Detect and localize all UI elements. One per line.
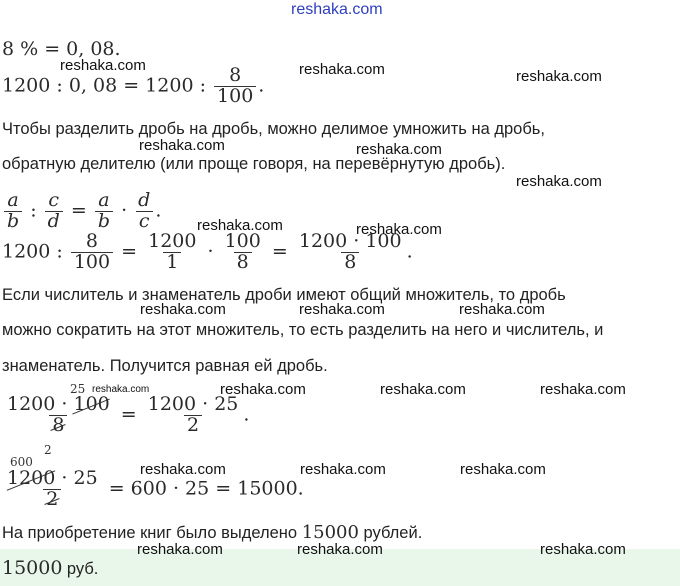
equation-percent: 8 % = 0, 08. [2, 38, 121, 60]
watermark: reshaka.com [60, 57, 146, 74]
rule-c: c [48, 189, 60, 211]
frac3-num: 100 [224, 230, 261, 252]
watermark-top: reshaka.com [291, 1, 383, 18]
red2-num-crossed: 1200 [7, 467, 56, 489]
rule-a-2: a [98, 189, 110, 211]
paragraph-rule-line-1: Чтобы разделить дробь на дробь, можно делимое умножить на дробь, [2, 120, 545, 138]
watermark: reshaka.com [356, 221, 442, 238]
frac1-num: 8 [85, 230, 99, 252]
red2-num-b: · 25 [61, 467, 98, 489]
paragraph-result [2, 522, 422, 543]
answer-unit: руб. [66, 560, 99, 578]
red1-rhs-num: 1200 · 25 [147, 393, 239, 415]
equation-fraction-rule: $\frac{a}{b}$ : $\frac{c}{d}$ = $\frac{a}{b}$ · $\frac{d}{c}$ . [2, 191, 161, 232]
watermark: reshaka.com [300, 461, 386, 478]
result-number: 15000 [301, 522, 359, 543]
watermark: reshaka.com [137, 541, 223, 558]
watermark: reshaka.com [220, 381, 306, 398]
paragraph-reduce-line-1: Если числитель и знаменатель дроби имеют общий множитель, то дробь [2, 286, 566, 304]
watermark: reshaka.com [197, 217, 283, 234]
frac2-num: 1200 [148, 230, 197, 252]
reduction-2-small-top: 600 [10, 455, 33, 469]
watermark: reshaka.com [516, 68, 602, 85]
watermark: reshaka.com [460, 461, 546, 478]
frac4-den: 8 [341, 252, 359, 273]
rule-d-2: d [138, 189, 151, 211]
answer [2, 557, 98, 579]
rule-b-2: b [95, 211, 113, 232]
frac2-den: 1 [163, 252, 181, 273]
watermark: reshaka.com [140, 461, 226, 478]
equation-division-lhs: 1200 : 0, 08 = 1200 : [2, 74, 206, 97]
watermark: reshaka.com [540, 381, 626, 398]
red1-num-a: 1200 · [7, 393, 68, 415]
rule-d: d [45, 211, 63, 232]
watermark-small: reshaka.com [92, 384, 150, 395]
equation-period: . [258, 74, 265, 97]
red1-num-crossed: 100 [73, 393, 110, 415]
equation-multiply: 1200 : $\frac{8}{100}$ = $\frac{1200}{1}$ · $\frac{100}{8}$ = $\frac{1200 \cdot 100}{8}$ . [2, 230, 413, 273]
frac3-den: 8 [234, 252, 252, 273]
watermark: reshaka.com [139, 137, 225, 154]
watermark: reshaka.com [299, 301, 385, 318]
frac4-num: 1200 · 100 [298, 230, 402, 252]
reduction-small-top: 25 [70, 382, 86, 396]
paragraph-rule-line-2: обратную делителю (или проще говоря, на перевёрнутую дробь). [2, 155, 506, 173]
rule-a: a [7, 189, 19, 211]
watermark: reshaka.com [356, 141, 442, 158]
paragraph-reduce-line-2: можно сократить на этот множитель, то есть разделить на него и числитель, и [2, 321, 604, 339]
fraction-8-100 [214, 66, 256, 107]
fraction-denominator: 100 [214, 86, 256, 107]
watermark: reshaka.com [140, 301, 226, 318]
red2-den-crossed: 2 [46, 487, 59, 510]
watermark: reshaka.com [459, 301, 545, 318]
rule-b: b [4, 211, 22, 232]
frac1-den: 100 [71, 252, 113, 273]
red1-rhs-den: 2 [184, 415, 202, 436]
result-suffix: рублей. [363, 524, 423, 542]
reduction-small-bottom: 2 [44, 443, 52, 457]
answer-number: 15000 [2, 557, 63, 579]
watermark: reshaka.com [540, 541, 626, 558]
fraction-numerator: 8 [229, 64, 242, 86]
equation-reduction-1: $\frac{1200 \cdot 100}{8}$ = $\frac{1200 \cdot 25}{2}$ . [7, 393, 250, 436]
equation-multiply-lead: 1200 : [2, 240, 63, 263]
result-prefix: На приобретение книг было выделено [2, 524, 298, 542]
paragraph-reduce-line-3: знаменатель. Получится равная ей дробь. [2, 357, 328, 375]
watermark: reshaka.com [516, 173, 602, 190]
watermark: reshaka.com [297, 541, 383, 558]
red1-den-crossed: 8 [52, 413, 65, 436]
watermark: reshaka.com [380, 381, 466, 398]
red2-rhs: = 600 · 25 = 15000. [108, 477, 304, 500]
rule-c-2: c [136, 211, 153, 232]
watermark: reshaka.com [299, 61, 385, 78]
